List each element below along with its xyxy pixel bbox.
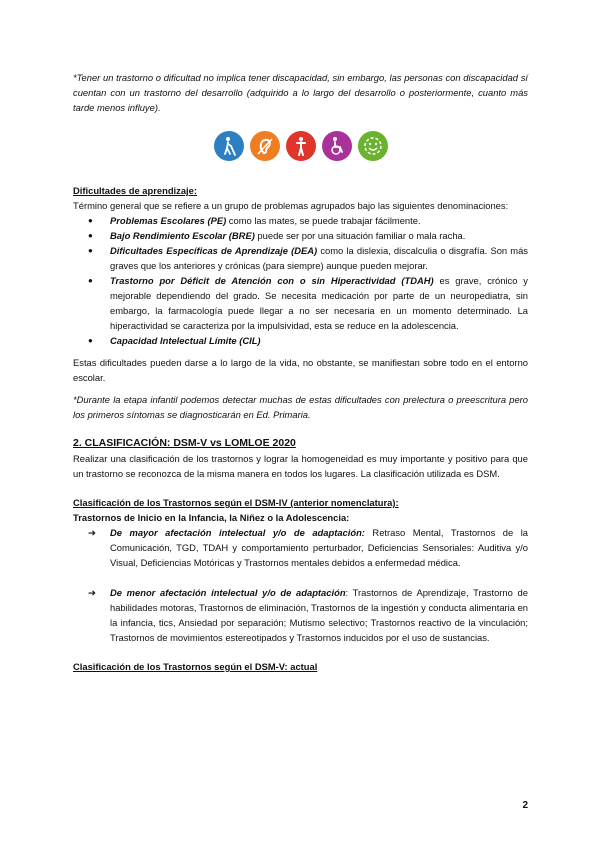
arrow-icon: ➔ — [88, 587, 96, 598]
learning-difficulties-intro: Término general que se refiere a un grupo de problemas agrupados bajo las siguientes denominaciones: — [73, 200, 509, 211]
dsm4-heading: Clasificación de los Trastornos según el DSM-IV (anterior nomenclatura): — [73, 497, 399, 508]
smiley-face-icon — [358, 131, 388, 161]
difficulties-list — [73, 213, 528, 348]
bullet-icon: ● — [88, 336, 93, 345]
arrow-icon: ➔ — [88, 527, 96, 538]
bullet-icon: ● — [88, 246, 93, 255]
bullet-icon: ● — [88, 276, 93, 285]
deaf-ear-icon — [250, 131, 280, 161]
list-item: ● Problemas Escolares (PE) como las mates, se puede trabajar fácilmente. — [88, 215, 421, 226]
wheelchair-icon — [322, 131, 352, 161]
standing-person-icon — [286, 131, 316, 161]
learning-difficulties-heading: Dificultades de aprendizaje: — [73, 185, 197, 196]
dsm5-heading: Clasificación de los Trastornos según el DSM-V: actual — [73, 661, 318, 672]
list-item: ➔ De menor afectación intelectual y/o de adaptación: Trastornos de Aprendizaje, Trastorno de habilidades motoras, Trastornos de eliminación, Trastornos de la ingestión y conducta alimentaria en la infancia, tics, Ansiedad por separación; Mutismo selectivo; Trastornos reactivo de la vinculación; Trastornos de movimientos estereotipados y Trastornos inducidos por el uso de sustancias. — [88, 587, 528, 643]
dsm4-subheading: Trastornos de Inicio en la Infancia, la Niñez o la Adolescencia: — [73, 512, 350, 523]
disability-note: *Tener un trastorno o dificultad no implica tener discapacidad, sin embargo, las personas con discapacidad sí cuentan con un trastorno del desarrollo (adquirido a lo largo del desarrollo o posteriormente, cuanto más tarde menos influye). — [73, 72, 528, 113]
disability-icons-row — [73, 131, 528, 161]
page-number: 2 — [522, 800, 528, 811]
dsm4-list — [73, 525, 528, 645]
list-item: ● Dificultades Específicas de Aprendizaje (DEA) como la dislexia, discalculia o disgrafía. Son más graves que los anteriores y crónicas (para siempre) aunque pueden mejorar. — [88, 245, 528, 271]
section-intro: Realizar una clasificación de los trastornos y lograr la homogeneidad es muy importante y positivo para que un trastorno se reconozca de la misma manera en todos los lugares. La clasificación utilizada es DSM. — [73, 453, 528, 479]
difficulties-outro: Estas dificultades pueden darse a lo largo de la vida, no obstante, se manifiestan sobre todo en el entorno escolar. — [73, 357, 528, 383]
list-item: ➔ De mayor afectación intelectual y/o de adaptación: Retraso Mental, Trastornos de la Comunicación, TGD, TDAH y comportamiento perturbador, Deficiencias Sensoriales: Auditiva y/o Visual, Deficiencias Motóricas y Trastornos mentales debidos a enfermedad médica. — [88, 527, 528, 568]
list-item: ● Bajo Rendimiento Escolar (BRE) puede ser por una situación familiar o mala racha. — [88, 230, 466, 241]
list-item: ● Trastorno por Déficit de Atención con o sin Hiperactividad (TDAH) es grave, crónico y mejorable dependiendo del grado. Se necesita medicación por parte de un neuropediatra, sin embargo, la farmacología puede llegar a no ser necesaria en un momento determinado. La hiperactividad se caracteriza por la impulsividad, esta se reduce en la adolescencia. — [88, 275, 528, 331]
bullet-icon: ● — [88, 216, 93, 225]
blind-person-icon — [214, 131, 244, 161]
section-title: 2. CLASIFICACIÓN: DSM-V vs LOMLOE 2020 — [73, 437, 296, 449]
list-item: ● Capacidad Intelectual Límite (CIL) — [88, 335, 261, 346]
infant-stage-note: *Durante la etapa infantil podemos detectar muchas de estas dificultades con prelectura o preescritura pero los primeros síntomas se diagnosticarán en Ed. Primaria. — [73, 394, 528, 420]
document-page — [73, 70, 528, 674]
bullet-icon: ● — [88, 231, 93, 240]
